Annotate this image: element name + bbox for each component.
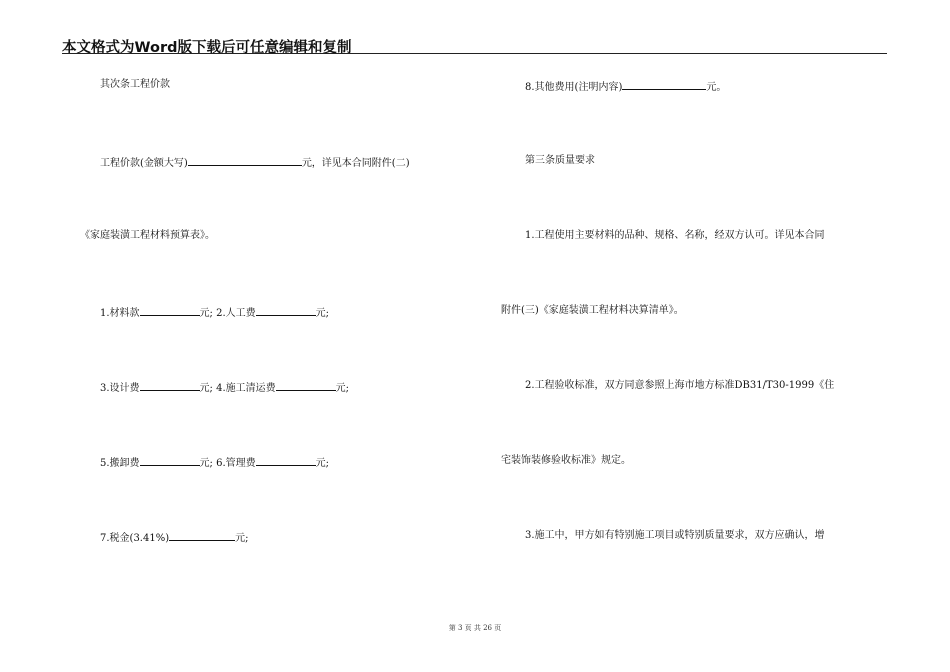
budget-table-ref	[80, 230, 215, 242]
project-price-line	[100, 155, 410, 170]
text: 元; 2.人工费	[199, 308, 256, 319]
text: 元; 4.施工清运费	[199, 383, 276, 394]
text: 元;	[315, 458, 330, 469]
fill-blank-management	[256, 455, 316, 466]
unloading-management-line	[100, 455, 329, 470]
materials-labor-line	[100, 305, 329, 320]
text: 元;	[335, 383, 350, 394]
header-title: 本文格式为Word版下载后可任意编辑和复制	[62, 40, 352, 56]
text: 1.工程使用主要材料的品种、规格、名称，经双方认可。详见本合同	[525, 230, 825, 241]
page-number: 第 3 页 共 26 页	[448, 624, 502, 632]
header-divider	[62, 53, 887, 54]
text: 第三条质量要求	[525, 155, 595, 166]
fill-blank-labor	[256, 305, 316, 316]
text: 附件(三)《家庭装潢工程材料决算清单》。	[501, 305, 684, 316]
materials-spec-line	[525, 230, 825, 242]
tax-line	[100, 530, 249, 545]
text: 元。	[706, 82, 727, 93]
fill-blank-price-total	[188, 155, 302, 166]
text: 《家庭装潢工程材料预算表》。	[80, 230, 215, 241]
text: 2.工程验收标准，双方同意参照上海市地方标准DB31/T30-1999《住	[525, 380, 835, 391]
fill-blank-tax	[169, 530, 235, 541]
text: 元; 6.管理费	[199, 458, 256, 469]
text: 3.施工中，甲方如有特别施工项目或特别质量要求，双方应确认，增	[525, 530, 825, 541]
section-heading-quality	[525, 155, 595, 167]
text: 元;	[235, 533, 249, 544]
text: 元，详见本合同附件(二)	[301, 158, 410, 169]
settlement-list-ref	[501, 305, 684, 317]
text: 7.税金(3.41%)	[100, 533, 170, 544]
text: 5.搬卸费	[100, 458, 140, 469]
fill-blank-cleanup	[276, 380, 336, 391]
text: 其次条工程价款	[100, 79, 170, 90]
special-requirements-line	[525, 530, 825, 542]
text: 8.其他费用(注明内容)	[525, 82, 623, 93]
text: 3.设计费	[100, 383, 140, 394]
acceptance-standard-line	[525, 380, 834, 392]
design-cleanup-line	[100, 380, 349, 395]
fill-blank-materials	[140, 305, 200, 316]
fill-blank-design	[140, 380, 200, 391]
fill-blank-other-fees	[622, 79, 706, 90]
fill-blank-unloading	[140, 455, 200, 466]
text: 1.材料款	[100, 308, 140, 319]
text: 工程价款(金额大写)	[100, 158, 188, 169]
other-fees-line	[525, 79, 726, 94]
acceptance-standard-cont	[501, 455, 631, 467]
text: 宅装饰装修验收标准》规定。	[501, 455, 631, 466]
section-heading-price	[100, 79, 170, 91]
text: 元;	[315, 308, 330, 319]
